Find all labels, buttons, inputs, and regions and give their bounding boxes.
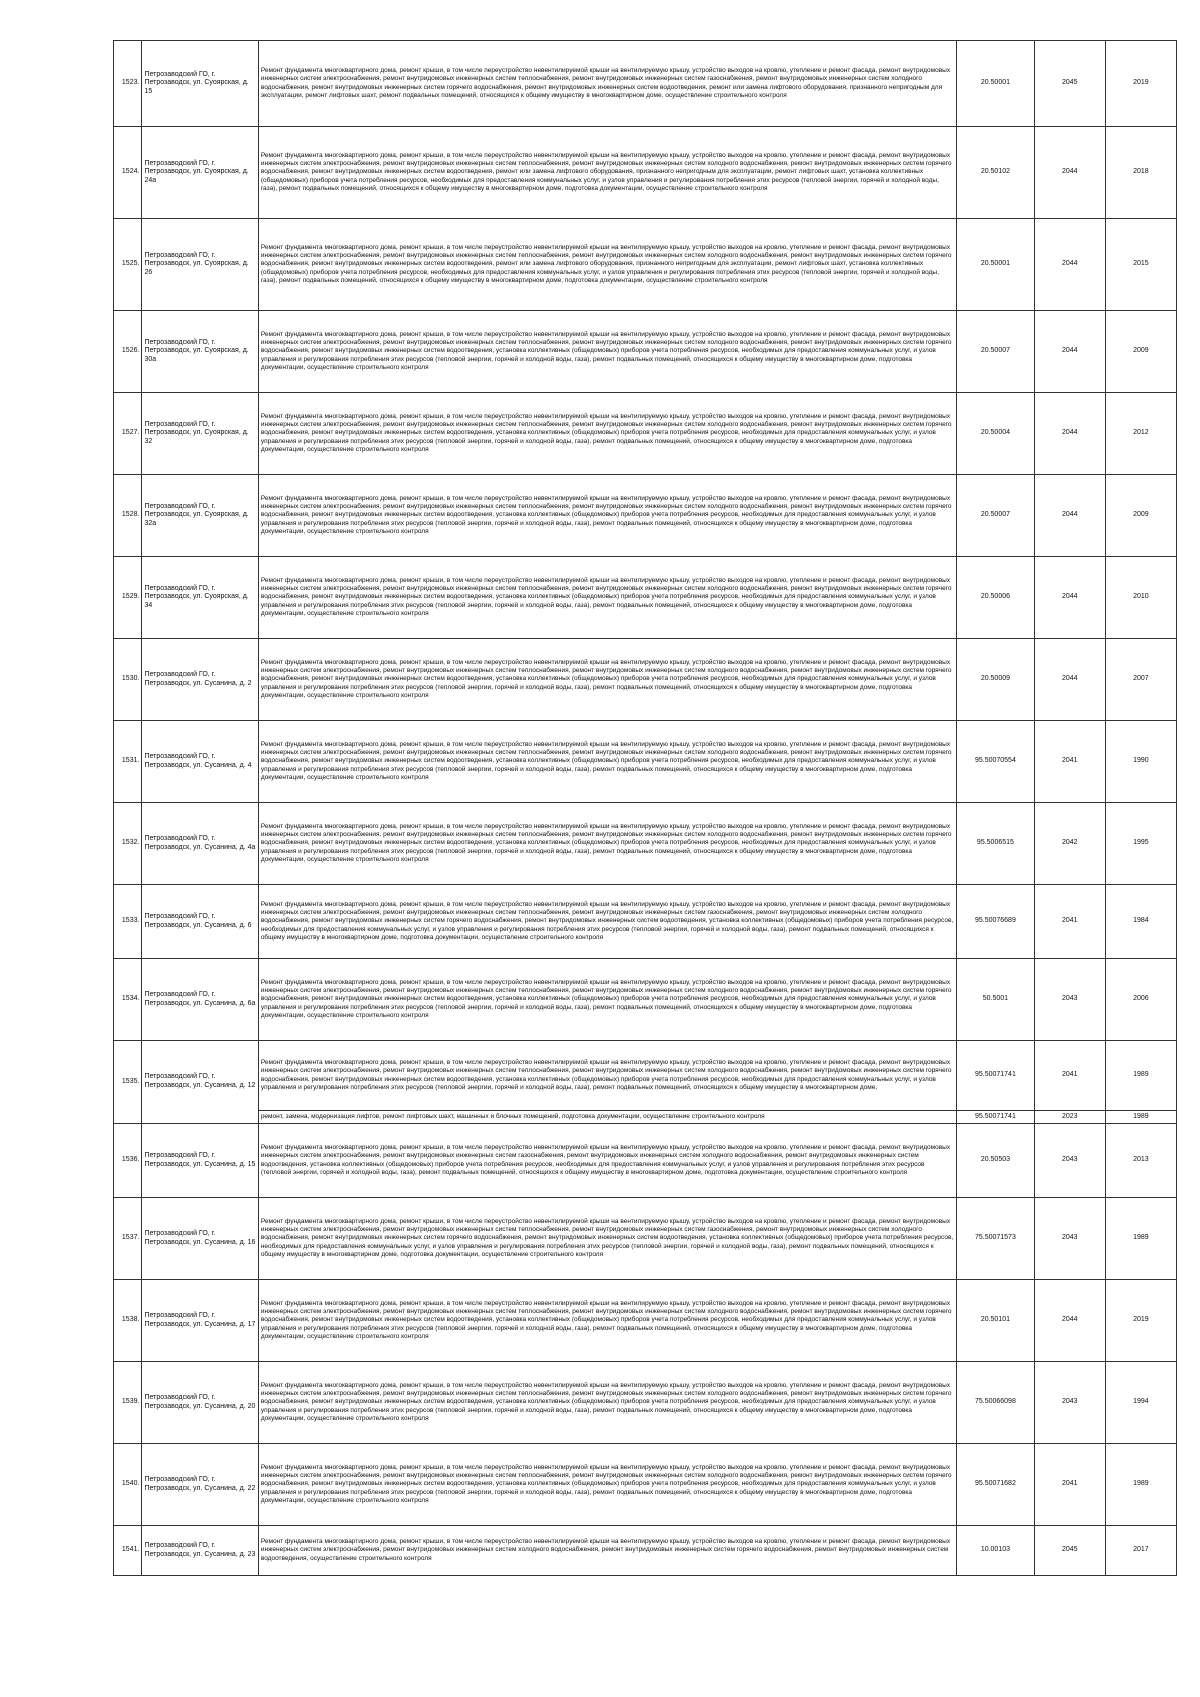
table-row-continuation xyxy=(114,1111,1177,1124)
row-number: 1536. xyxy=(114,1124,142,1198)
built-year-cell: 2018 xyxy=(1105,127,1176,219)
code-cell: 20.50102 xyxy=(957,127,1035,219)
built-year-cell: 1989 xyxy=(1105,1041,1176,1111)
row-number: 1523. xyxy=(114,41,142,127)
address-cell: Петрозаводский ГО, г. Петрозаводск, ул. Суоярская, д. 32 xyxy=(142,393,258,475)
address-cell: Петрозаводский ГО, г. Петрозаводск, ул. Суоярская, д. 24а xyxy=(142,127,258,219)
code-cell: 95.50070554 xyxy=(957,721,1035,803)
planned-year-cell: 2044 xyxy=(1034,219,1105,311)
table-row xyxy=(114,885,1177,959)
row-number: 1535. xyxy=(114,1041,142,1124)
planned-year-cell: 2045 xyxy=(1034,41,1105,127)
code-cell: 10.00103 xyxy=(957,1526,1035,1576)
address-cell: Петрозаводский ГО, г. Петрозаводск, ул. Суоярская, д. 34 xyxy=(142,557,258,639)
built-year-cell: 2019 xyxy=(1105,1280,1176,1362)
row-number: 1537. xyxy=(114,1198,142,1280)
table-row xyxy=(114,959,1177,1041)
address-cell: Петрозаводский ГО, г. Петрозаводск, ул. Суоярская, д. 26 xyxy=(142,219,258,311)
built-year-cell: 1995 xyxy=(1105,803,1176,885)
address-cell: Петрозаводский ГО, г. Петрозаводск, ул. Суоярская, д. 15 xyxy=(142,41,258,127)
address-cell: Петрозаводский ГО, г. Петрозаводск, ул. Сусанина, д. 23 xyxy=(142,1526,258,1576)
code-cell: 20.50001 xyxy=(957,41,1035,127)
planned-year-cell: 2044 xyxy=(1034,393,1105,475)
row-number: 1529. xyxy=(114,557,142,639)
built-year-cell: 2007 xyxy=(1105,639,1176,721)
address-cell: Петрозаводский ГО, г. Петрозаводск, ул. Сусанина, д. 2 xyxy=(142,639,258,721)
planned-year-cell: 2044 xyxy=(1034,311,1105,393)
code-cell: 50.5001 xyxy=(957,959,1035,1041)
row-number: 1524. xyxy=(114,127,142,219)
table-row xyxy=(114,475,1177,557)
planned-year-cell: 2043 xyxy=(1034,1124,1105,1198)
table-row xyxy=(114,41,1177,127)
code-cell: 95.50071741 xyxy=(957,1111,1035,1124)
built-year-cell: 2009 xyxy=(1105,311,1176,393)
works-cell: Ремонт фундамента многоквартирного дома, ремонт крыши, в том числе переустройство невентилируемой крыши на вентилируемую крышу, устройство выходов на кровлю, утепление и ремонт фасада, ремонт внутридомовых инженерных систем электроснабжения, ремонт внутридомовых инженерных систем теплоснабжения, ремонт внутридомовых инженерных систем холодного водоснабжения, ремонт внутридомовых инженерных систем горячего водоснабжения, ремонт внутридомовых инженерных систем водоотведения, установка коллективных (общедомовых) приборов учета потребления ресурсов, необходимых для предоставления коммунальных услуг, и узлов управления и регулирования потребления этих ресурсов (тепловой энергии, горячей и холодной воды, газа), ремонт подвальных помещений, относящихся к общему имуществу в многоквартирном доме, подготовка документации, осуществление строительного контроля xyxy=(258,557,956,639)
code-cell: 20.50503 xyxy=(957,1124,1035,1198)
table-row xyxy=(114,127,1177,219)
code-cell: 20.50009 xyxy=(957,639,1035,721)
code-cell: 95.5006515 xyxy=(957,803,1035,885)
planned-year-cell: 2023 xyxy=(1034,1111,1105,1124)
address-cell: Петрозаводский ГО, г. Петрозаводск, ул. Сусанина, д. 22 xyxy=(142,1444,258,1526)
planned-year-cell: 2044 xyxy=(1034,639,1105,721)
row-number: 1534. xyxy=(114,959,142,1041)
works-cell: Ремонт фундамента многоквартирного дома, ремонт крыши, в том числе переустройство невентилируемой крыши на вентилируемую крышу, устройство выходов на кровлю, утепление и ремонт фасада, ремонт внутридомовых инженерных систем электроснабжения, ремонт внутридомовых инженерных систем теплоснабжения, ремонт внутридомовых инженерных систем холодного водоснабжения, ремонт внутридомовых инженерных систем горячего водоснабжения, ремонт внутридомовых инженерных систем водоотведения, установка коллективных (общедомовых) приборов учета потребления ресурсов, необходимых для предоставления коммунальных услуг, и узлов управления и регулирования потребления этих ресурсов (тепловой энергии, горячей и холодной воды, газа), ремонт подвальных помещений, относящихся к общему имуществу в многоквартирном доме, подготовка документации, осуществление строительного контроля xyxy=(258,393,956,475)
code-cell: 95.50071741 xyxy=(957,1041,1035,1111)
built-year-cell: 2019 xyxy=(1105,41,1176,127)
address-cell: Петрозаводский ГО, г. Петрозаводск, ул. Суоярская, д. 32а xyxy=(142,475,258,557)
planned-year-cell: 2043 xyxy=(1034,1362,1105,1444)
built-year-cell: 2010 xyxy=(1105,557,1176,639)
table-row xyxy=(114,393,1177,475)
planned-year-cell: 2044 xyxy=(1034,475,1105,557)
row-number: 1539. xyxy=(114,1362,142,1444)
table-row xyxy=(114,1124,1177,1198)
table-row xyxy=(114,1041,1177,1111)
address-cell: Петрозаводский ГО, г. Петрозаводск, ул. Сусанина, д. 6а xyxy=(142,959,258,1041)
works-cell: ремонт, замена, модернизация лифтов, ремонт лифтовых шахт, машинных и блочных помещений, подготовка документации, осуществление строительного контроля xyxy=(258,1111,956,1124)
table-row xyxy=(114,1444,1177,1526)
works-cell: Ремонт фундамента многоквартирного дома, ремонт крыши, в том числе переустройство невентилируемой крыши на вентилируемую крышу, устройство выходов на кровлю, утепление и ремонт фасада, ремонт внутридомовых инженерных систем электроснабжения, ремонт внутридомовых инженерных систем теплоснабжения, ремонт внутридомовых инженерных систем газоснабжения, ремонт внутридомовых инженерных систем холодного водоснабжения, ремонт внутридомовых инженерных систем горячего водоснабжения, ремонт внутридомовых инженерных систем водоотведения, установка коллективных (общедомовых) приборов учета потребления ресурсов, необходимых для предоставления коммунальных услуг, и узлов управления и регулирования потребления этих ресурсов (тепловой энергии, горячей и холодной воды, газа), ремонт подвальных помещений, относящихся к общему имуществу в многоквартирном доме, подготовка документации, осуществление строительного контроля xyxy=(258,885,956,959)
capital-repair-table xyxy=(113,40,1177,1576)
code-cell: 20.50007 xyxy=(957,311,1035,393)
planned-year-cell: 2041 xyxy=(1034,721,1105,803)
built-year-cell: 2012 xyxy=(1105,393,1176,475)
table-row xyxy=(114,557,1177,639)
works-cell: Ремонт фундамента многоквартирного дома, ремонт крыши, в том числе переустройство невентилируемой крыши на вентилируемую крышу, устройство выходов на кровлю, утепление и ремонт фасада, ремонт внутридомовых инженерных систем электроснабжения, ремонт внутридомовых инженерных систем теплоснабжения, ремонт внутридомовых инженерных систем холодного водоснабжения, ремонт внутридомовых инженерных систем горячего водоснабжения, ремонт внутридомовых инженерных систем водоотведения, установка коллективных (общедомовых) приборов учета потребления ресурсов, необходимых для предоставления коммунальных услуг, и узлов управления и регулирования потребления этих ресурсов (тепловой энергии, горячей и холодной воды, газа), ремонт подвальных помещений, относящихся к общему имуществу в многоквартирном доме, подготовка документации, осуществление строительного контроля xyxy=(258,1280,956,1362)
planned-year-cell: 2043 xyxy=(1034,959,1105,1041)
table-row xyxy=(114,1362,1177,1444)
planned-year-cell: 2042 xyxy=(1034,803,1105,885)
planned-year-cell: 2044 xyxy=(1034,127,1105,219)
built-year-cell: 1990 xyxy=(1105,721,1176,803)
planned-year-cell: 2043 xyxy=(1034,1198,1105,1280)
code-cell: 20.50004 xyxy=(957,393,1035,475)
works-cell: Ремонт фундамента многоквартирного дома, ремонт крыши, в том числе переустройство невентилируемой крыши на вентилируемую крышу, устройство выходов на кровлю, утепление и ремонт фасада, ремонт внутридомовых инженерных систем электроснабжения, ремонт внутридомовых инженерных систем теплоснабжения, ремонт внутридомовых инженерных систем холодного водоснабжения, ремонт внутридомовых инженерных систем горячего водоснабжения, ремонт внутридомовых инженерных систем водоотведения, установка коллективных (общедомовых) приборов учета потребления ресурсов, необходимых для предоставления коммунальных услуг, и узлов управления и регулирования потребления этих ресурсов (тепловой энергии, горячей и холодной воды, газа), ремонт подвальных помещений, относящихся к общему имуществу в многоквартирном доме, подготовка документации, осуществление строительного контроля xyxy=(258,311,956,393)
row-number: 1527. xyxy=(114,393,142,475)
built-year-cell: 2017 xyxy=(1105,1526,1176,1576)
planned-year-cell: 2044 xyxy=(1034,1280,1105,1362)
works-cell: Ремонт фундамента многоквартирного дома, ремонт крыши, в том числе переустройство невентилируемой крыши на вентилируемую крышу, устройство выходов на кровлю, утепление и ремонт фасада, ремонт внутридомовых инженерных систем электроснабжения, ремонт внутридомовых инженерных систем теплоснабжения, ремонт внутридомовых инженерных систем холодного водоснабжения, ремонт внутридомовых инженерных систем горячего водоснабжения, ремонт внутридомовых инженерных систем водоотведения, установка коллективных (общедомовых) приборов учета потребления ресурсов, необходимых для предоставления коммунальных услуг, и узлов управления и регулирования потребления этих ресурсов (тепловой энергии, горячей и холодной воды, газа), ремонт подвальных помещений, относящихся к общему имуществу в многоквартирном доме, xyxy=(258,1041,956,1111)
row-number: 1530. xyxy=(114,639,142,721)
works-cell: Ремонт фундамента многоквартирного дома, ремонт крыши, в том числе переустройство невентилируемой крыши на вентилируемую крышу, устройство выходов на кровлю, утепление и ремонт фасада, ремонт внутридомовых инженерных систем электроснабжения, ремонт внутридомовых инженерных систем теплоснабжения, ремонт внутридомовых инженерных систем холодного водоснабжения, ремонт внутридомовых инженерных систем горячего водоснабжения, ремонт внутридомовых инженерных систем водоотведения, установка коллективных (общедомовых) приборов учета потребления ресурсов, необходимых для предоставления коммунальных услуг, и узлов управления и регулирования потребления этих ресурсов (тепловой энергии, горячей и холодной воды, газа), ремонт подвальных помещений, относящихся к общему имуществу в многоквартирном доме, подготовка документации, осуществление строительного контроля xyxy=(258,1444,956,1526)
planned-year-cell: 2045 xyxy=(1034,1526,1105,1576)
address-cell: Петрозаводский ГО, г. Петрозаводск, ул. Сусанина, д. 4 xyxy=(142,721,258,803)
row-number: 1526. xyxy=(114,311,142,393)
row-number: 1540. xyxy=(114,1444,142,1526)
works-cell: Ремонт фундамента многоквартирного дома, ремонт крыши, в том числе переустройство невентилируемой крыши на вентилируемую крышу, устройство выходов на кровлю, утепление и ремонт фасада, ремонт внутридомовых инженерных систем электроснабжения, ремонт внутридомовых инженерных систем теплоснабжения, ремонт внутридомовых инженерных систем холодного водоснабжения, ремонт внутридомовых инженерных систем горячего водоснабжения, ремонт внутридомовых инженерных систем водоотведения, ремонт или замена лифтового оборудования, признанного непригодным для эксплуатации, ремонт лифтовых шахт, установка коллективных (общедомовых) приборов учета потребления ресурсов, необходимых для предоставления коммунальных услуг, и узлов управления и регулирования потребления этих ресурсов (тепловой энергии, горячей и холодной воды, газа), ремонт подвальных помещений, относящихся к общему имуществу в многоквартирном доме, подготовка документации, осуществление строительного контроля xyxy=(258,219,956,311)
row-number: 1541. xyxy=(114,1526,142,1576)
row-number: 1525. xyxy=(114,219,142,311)
row-number: 1538. xyxy=(114,1280,142,1362)
code-cell: 20.50101 xyxy=(957,1280,1035,1362)
address-cell: Петрозаводский ГО, г. Петрозаводск, ул. Сусанина, д. 16 xyxy=(142,1198,258,1280)
address-cell: Петрозаводский ГО, г. Петрозаводск, ул. Сусанина, д. 15 xyxy=(142,1124,258,1198)
row-number: 1532. xyxy=(114,803,142,885)
works-cell: Ремонт фундамента многоквартирного дома, ремонт крыши, в том числе переустройство невентилируемой крыши на вентилируемую крышу, устройство выходов на кровлю, утепление и ремонт фасада, ремонт внутридомовых инженерных систем электроснабжения, ремонт внутридомовых инженерных систем холодного водоснабжения, ремонт внутридомовых инженерных систем горячего водоснабжения, ремонт внутридомовых инженерных систем водоотведения, осуществление строительного контроля xyxy=(258,1526,956,1576)
code-cell: 75.50071573 xyxy=(957,1198,1035,1280)
table-row xyxy=(114,1198,1177,1280)
code-cell: 20.50001 xyxy=(957,219,1035,311)
planned-year-cell: 2041 xyxy=(1034,885,1105,959)
code-cell: 95.50071682 xyxy=(957,1444,1035,1526)
row-number: 1531. xyxy=(114,721,142,803)
built-year-cell: 1984 xyxy=(1105,885,1176,959)
works-cell: Ремонт фундамента многоквартирного дома, ремонт крыши, в том числе переустройство невентилируемой крыши на вентилируемую крышу, устройство выходов на кровлю, утепление и ремонт фасада, ремонт внутридомовых инженерных систем электроснабжения, ремонт внутридомовых инженерных систем теплоснабжения, ремонт внутридомовых инженерных систем холодного водоснабжения, ремонт внутридомовых инженерных систем горячего водоснабжения, ремонт внутридомовых инженерных систем водоотведения, установка коллективных (общедомовых) приборов учета потребления ресурсов, необходимых для предоставления коммунальных услуг, и узлов управления и регулирования потребления этих ресурсов (тепловой энергии, горячей и холодной воды, газа), ремонт подвальных помещений, относящихся к общему имуществу в многоквартирном доме, подготовка документации, осуществление строительного контроля xyxy=(258,721,956,803)
works-cell: Ремонт фундамента многоквартирного дома, ремонт крыши, в том числе переустройство невентилируемой крыши на вентилируемую крышу, устройство выходов на кровлю, утепление и ремонт фасада, ремонт внутридомовых инженерных систем электроснабжения, ремонт внутридомовых инженерных систем газоснабжения, ремонт внутридомовых инженерных систем холодного водоснабжения, ремонт внутридомовых инженерных систем водоотведения, установка коллективных (общедомовых) приборов учета потребления ресурсов, необходимых для предоставления коммунальных услуг, и узлов управления и регулирования потребления этих ресурсов (тепловой энергии, горячей и холодной воды, газа), ремонт подвальных помещений, относящихся к общему имуществу в многоквартирном доме, подготовка документации, осуществление строительного контроля xyxy=(258,1124,956,1198)
table-row xyxy=(114,1280,1177,1362)
works-cell: Ремонт фундамента многоквартирного дома, ремонт крыши, в том числе переустройство невентилируемой крыши на вентилируемую крышу, устройство выходов на кровлю, утепление и ремонт фасада, ремонт внутридомовых инженерных систем электроснабжения, ремонт внутридомовых инженерных систем теплоснабжения, ремонт внутридомовых инженерных систем холодного водоснабжения, ремонт внутридомовых инженерных систем горячего водоснабжения, ремонт внутридомовых инженерных систем водоотведения, ремонт или замена лифтового оборудования, признанного непригодным для эксплуатации, ремонт лифтовых шахт, установка коллективных (общедомовых) приборов учета потребления ресурсов, необходимых для предоставления коммунальных услуг, и узлов управления и регулирования потребления этих ресурсов (тепловой энергии, горячей и холодной воды, газа), ремонт подвальных помещений, относящихся к общему имуществу в многоквартирном доме, подготовка документации, осуществление строительного контроля xyxy=(258,127,956,219)
address-cell: Петрозаводский ГО, г. Петрозаводск, ул. Сусанина, д. 4а xyxy=(142,803,258,885)
built-year-cell: 1989 xyxy=(1105,1444,1176,1526)
code-cell: 95.50076689 xyxy=(957,885,1035,959)
works-cell: Ремонт фундамента многоквартирного дома, ремонт крыши, в том числе переустройство невентилируемой крыши на вентилируемую крышу, устройство выходов на кровлю, утепление и ремонт фасада, ремонт внутридомовых инженерных систем электроснабжения, ремонт внутридомовых инженерных систем теплоснабжения, ремонт внутридомовых инженерных систем холодного водоснабжения, ремонт внутридомовых инженерных систем горячего водоснабжения, ремонт внутридомовых инженерных систем водоотведения, установка коллективных (общедомовых) приборов учета потребления ресурсов, необходимых для предоставления коммунальных услуг, и узлов управления и регулирования потребления этих ресурсов (тепловой энергии, горячей и холодной воды, газа), ремонт подвальных помещений, относящихся к общему имуществу в многоквартирном доме, подготовка документации, осуществление строительного контроля xyxy=(258,639,956,721)
built-year-cell: 1989 xyxy=(1105,1198,1176,1280)
built-year-cell: 1994 xyxy=(1105,1362,1176,1444)
table-row xyxy=(114,311,1177,393)
address-cell: Петрозаводский ГО, г. Петрозаводск, ул. Сусанина, д. 20 xyxy=(142,1362,258,1444)
built-year-cell: 1989 xyxy=(1105,1111,1176,1124)
works-cell: Ремонт фундамента многоквартирного дома, ремонт крыши, в том числе переустройство невентилируемой крыши на вентилируемую крышу, устройство выходов на кровлю, утепление и ремонт фасада, ремонт внутридомовых инженерных систем электроснабжения, ремонт внутридомовых инженерных систем теплоснабжения, ремонт внутридомовых инженерных систем газоснабжения, ремонт внутридомовых инженерных систем холодного водоснабжения, ремонт внутридомовых инженерных систем горячего водоснабжения, ремонт внутридомовых инженерных систем водоотведения, установка коллективных (общедомовых) приборов учета потребления ресурсов, необходимых для предоставления коммунальных услуг, и узлов управления и регулирования потребления этих ресурсов (тепловой энергии, горячей и холодной воды, газа), ремонт подвальных помещений, относящихся к общему имуществу в многоквартирном доме, подготовка документации, осуществление строительного контроля xyxy=(258,1198,956,1280)
address-cell: Петрозаводский ГО, г. Петрозаводск, ул. Сусанина, д. 12 xyxy=(142,1041,258,1124)
built-year-cell: 2015 xyxy=(1105,219,1176,311)
works-cell: Ремонт фундамента многоквартирного дома, ремонт крыши, в том числе переустройство невентилируемой крыши на вентилируемую крышу, устройство выходов на кровлю, утепление и ремонт фасада, ремонт внутридомовых инженерных систем электроснабжения, ремонт внутридомовых инженерных систем теплоснабжения, ремонт внутридомовых инженерных систем холодного водоснабжения, ремонт внутридомовых инженерных систем горячего водоснабжения, ремонт внутридомовых инженерных систем водоотведения, установка коллективных (общедомовых) приборов учета потребления ресурсов, необходимых для предоставления коммунальных услуг, и узлов управления и регулирования потребления этих ресурсов (тепловой энергии, горячей и холодной воды, газа), ремонт подвальных помещений, относящихся к общему имуществу в многоквартирном доме, подготовка документации, осуществление строительного контроля xyxy=(258,1362,956,1444)
row-number: 1533. xyxy=(114,885,142,959)
table-row xyxy=(114,803,1177,885)
code-cell: 75.50066098 xyxy=(957,1362,1035,1444)
address-cell: Петрозаводский ГО, г. Петрозаводск, ул. Сусанина, д. 6 xyxy=(142,885,258,959)
code-cell: 20.50006 xyxy=(957,557,1035,639)
planned-year-cell: 2041 xyxy=(1034,1041,1105,1111)
works-cell: Ремонт фундамента многоквартирного дома, ремонт крыши, в том числе переустройство невентилируемой крыши на вентилируемую крышу, устройство выходов на кровлю, утепление и ремонт фасада, ремонт внутридомовых инженерных систем электроснабжения, ремонт внутридомовых инженерных систем теплоснабжения, ремонт внутридомовых инженерных систем холодного водоснабжения, ремонт внутридомовых инженерных систем горячего водоснабжения, ремонт внутридомовых инженерных систем водоотведения, установка коллективных (общедомовых) приборов учета потребления ресурсов, необходимых для предоставления коммунальных услуг, и узлов управления и регулирования потребления этих ресурсов (тепловой энергии, горячей и холодной воды, газа), ремонт подвальных помещений, относящихся к общему имуществу в многоквартирном доме, подготовка документации, осуществление строительного контроля xyxy=(258,475,956,557)
planned-year-cell: 2041 xyxy=(1034,1444,1105,1526)
address-cell: Петрозаводский ГО, г. Петрозаводск, ул. Сусанина, д. 17 xyxy=(142,1280,258,1362)
table-row xyxy=(114,219,1177,311)
works-cell: Ремонт фундамента многоквартирного дома, ремонт крыши, в том числе переустройство невентилируемой крыши на вентилируемую крышу, устройство выходов на кровлю, утепление и ремонт фасада, ремонт внутридомовых инженерных систем электроснабжения, ремонт внутридомовых инженерных систем теплоснабжения, ремонт внутридомовых инженерных систем холодного водоснабжения, ремонт внутридомовых инженерных систем горячего водоснабжения, ремонт внутридомовых инженерных систем водоотведения, установка коллективных (общедомовых) приборов учета потребления ресурсов, необходимых для предоставления коммунальных услуг, и узлов управления и регулирования потребления этих ресурсов (тепловой энергии, горячей и холодной воды, газа), ремонт подвальных помещений, относящихся к общему имуществу в многоквартирном доме, подготовка документации, осуществление строительного контроля xyxy=(258,959,956,1041)
works-cell: Ремонт фундамента многоквартирного дома, ремонт крыши, в том числе переустройство невентилируемой крыши на вентилируемую крышу, устройство выходов на кровлю, утепление и ремонт фасада, ремонт внутридомовых инженерных систем электроснабжения, ремонт внутридомовых инженерных систем теплоснабжения, ремонт внутридомовых инженерных систем газоснабжения, ремонт внутридомовых инженерных систем холодного водоснабжения, ремонт внутридомовых инженерных систем горячего водоснабжения, ремонт внутридомовых инженерных систем водоотведения, ремонт или замена лифтового оборудования, признанного непригодным для эксплуатации, ремонт лифтовых шахт, ремонт подвальных помещений, относящихся к общему имуществу в многоквартирном доме, осуществление строительного контроля xyxy=(258,41,956,127)
works-cell: Ремонт фундамента многоквартирного дома, ремонт крыши, в том числе переустройство невентилируемой крыши на вентилируемую крышу, устройство выходов на кровлю, утепление и ремонт фасада, ремонт внутридомовых инженерных систем электроснабжения, ремонт внутридомовых инженерных систем теплоснабжения, ремонт внутридомовых инженерных систем холодного водоснабжения, ремонт внутридомовых инженерных систем горячего водоснабжения, ремонт внутридомовых инженерных систем водоотведения, установка коллективных (общедомовых) приборов учета потребления ресурсов, необходимых для предоставления коммунальных услуг, и узлов управления и регулирования потребления этих ресурсов (тепловой энергии, горячей и холодной воды, газа), ремонт подвальных помещений, относящихся к общему имуществу в многоквартирном доме, подготовка документации, осуществление строительного контроля xyxy=(258,803,956,885)
row-number: 1528. xyxy=(114,475,142,557)
table-body xyxy=(114,41,1177,1576)
code-cell: 20.50007 xyxy=(957,475,1035,557)
built-year-cell: 2006 xyxy=(1105,959,1176,1041)
table-row xyxy=(114,721,1177,803)
address-cell: Петрозаводский ГО, г. Петрозаводск, ул. Суоярская, д. 30а xyxy=(142,311,258,393)
built-year-cell: 2013 xyxy=(1105,1124,1176,1198)
planned-year-cell: 2044 xyxy=(1034,557,1105,639)
table-row xyxy=(114,639,1177,721)
built-year-cell: 2009 xyxy=(1105,475,1176,557)
table-row xyxy=(114,1526,1177,1576)
